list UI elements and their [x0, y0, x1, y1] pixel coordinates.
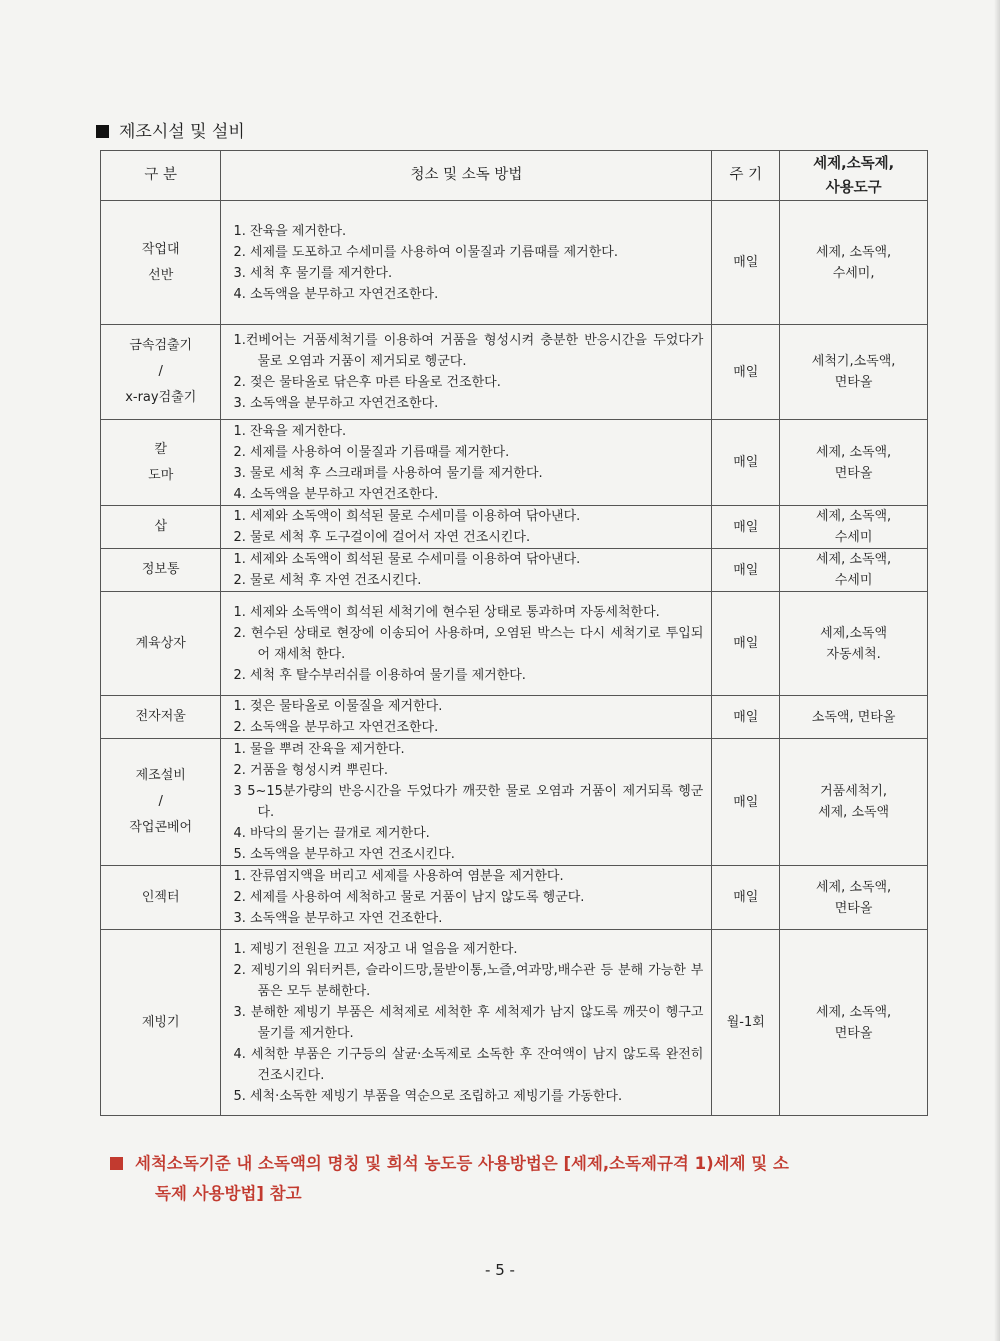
row-cycle: 매일	[712, 549, 780, 592]
tools-line: 면타올	[834, 900, 873, 916]
category-line: 작업대	[141, 241, 180, 257]
method-step: 1. 세제와 소독액이 희석된 물로 수세미를 이용하여 닦아낸다.	[233, 552, 581, 567]
row-category	[101, 739, 221, 866]
header-cycle: 주 기	[712, 151, 780, 201]
method-step: 3. 분해한 제빙기 부품은 세척제로 세척한 후 세척제가 남지 않도록 깨끗이 헹구고 물기를 제거한다.	[233, 1004, 704, 1041]
row-tools	[780, 420, 928, 506]
method-step: 1. 잔육을 제거한다.	[233, 423, 347, 439]
category-line: x-ray검출기	[125, 390, 197, 405]
method-step: 3 5~15분가량의 반응시간을 두었다가 깨끗한 물로 오염과 거품이 제거되록 헹군다.	[233, 784, 704, 820]
method-step: 3. 소독액을 분무하고 자연 건조한다.	[233, 911, 443, 926]
header-method: 청소 및 소독 방법	[221, 151, 712, 201]
table-row	[101, 930, 928, 1116]
row-cycle: 매일	[712, 696, 780, 739]
method-step: 1. 물을 뿌려 잔육을 제거한다.	[233, 742, 405, 757]
row-tools	[780, 930, 928, 1116]
method-step: 1.컨베어는 거품세척기를 이용하여 거품을 형성시켜 충분한 반응시간을 두었다가 물로 오염과 거품이 제거되로 헹군다.	[233, 333, 704, 369]
method-step: 5. 세척·소독한 제빙기 부품을 역순으로 조립하고 제빙기를 가동한다.	[233, 1088, 623, 1104]
row-tools	[780, 506, 928, 549]
row-tools	[780, 592, 928, 696]
row-method	[221, 696, 712, 739]
row-category	[101, 325, 221, 420]
row-method	[221, 420, 712, 506]
method-step: 2. 물로 세척 후 도구걸이에 걸어서 자연 건조시킨다.	[233, 530, 531, 545]
tools-line: 면타올	[834, 1025, 873, 1041]
row-method	[221, 930, 712, 1116]
method-step: 2. 세제를 사용하여 이물질과 기름때를 제거한다.	[233, 444, 510, 460]
tools-line: 면타올	[834, 465, 873, 481]
method-step: 5. 소독액을 분무하고 자연 건조시킨다.	[233, 847, 455, 862]
row-cycle: 매일	[712, 506, 780, 549]
tools-line: 세제, 소독액	[818, 805, 890, 820]
tools-line: 면타올	[834, 375, 873, 390]
category-line: 정보통	[141, 562, 180, 577]
category-line: 금속검출기	[129, 338, 193, 353]
tools-line: 수세미	[834, 573, 873, 588]
row-cycle: 월-1회	[712, 930, 780, 1116]
method-step: 2. 세제를 사용하여 세척하고 물로 거품이 남지 않도록 헹군다.	[233, 890, 585, 905]
section-title: 제조시설 및 설비	[119, 122, 245, 142]
tools-line: 자동세척.	[826, 646, 881, 662]
method-step: 1. 세제와 소독액이 희석된 물로 수세미를 이용하여 닦아낸다.	[233, 509, 581, 524]
tools-line: 수세미,	[832, 265, 875, 281]
row-cycle: 매일	[712, 201, 780, 325]
method-step: 2. 젖은 물타올로 닦은후 마른 타올로 건조한다.	[233, 375, 501, 390]
tools-line: 수세미	[834, 530, 873, 545]
table-row	[101, 420, 928, 506]
method-step: 2. 물로 세척 후 자연 건조시킨다.	[233, 573, 422, 588]
row-category	[101, 866, 221, 930]
square-bullet-icon	[110, 1157, 123, 1170]
tools-line: 세제, 소독액,	[816, 509, 892, 524]
method-step: 2. 현수된 상태로 현장에 이송되어 사용하며, 오염된 박스는 다시 세척기로 투입되어 재세척 한다.	[233, 625, 704, 662]
method-step: 4. 소독액을 분무하고 자연건조한다.	[233, 486, 439, 502]
tools-line: 세제, 소독액,	[816, 444, 892, 460]
method-step: 3. 물로 세척 후 스크래퍼를 사용하여 물기를 제거한다.	[233, 465, 543, 481]
category-line: 계육상자	[135, 635, 186, 651]
category-line: 칼	[154, 441, 167, 457]
category-line: /	[158, 794, 163, 809]
row-cycle: 매일	[712, 592, 780, 696]
category-line: 작업콘베어	[129, 820, 193, 835]
method-step: 3. 소독액을 분무하고 자연건조한다.	[233, 396, 439, 411]
row-category	[101, 930, 221, 1116]
section-heading	[96, 117, 245, 142]
row-method	[221, 866, 712, 930]
category-line: 인젝터	[141, 889, 180, 905]
tools-line: 세제, 소독액,	[816, 244, 892, 260]
row-cycle: 매일	[712, 325, 780, 420]
category-line: /	[158, 364, 163, 379]
method-step: 2. 세척 후 탈수부러쉬를 이용하여 물기를 제거한다.	[233, 667, 526, 683]
table-header-row	[101, 151, 928, 201]
table-row	[101, 866, 928, 930]
table-row	[101, 739, 928, 866]
row-tools	[780, 739, 928, 866]
row-category	[101, 420, 221, 506]
header-tools-line1: 세제,소독제,	[813, 155, 895, 172]
method-step: 1. 세제와 소독액이 희석된 세척기에 현수된 상태로 통과하며 자동세척한다.	[233, 604, 660, 620]
table-row	[101, 696, 928, 739]
method-step: 1. 잔류염지액을 버리고 세제를 사용하여 염분을 제거한다.	[233, 869, 564, 884]
header-tools	[780, 151, 928, 201]
tools-line: 세제, 소독액,	[816, 879, 892, 895]
method-step: 3. 세척 후 물기를 제거한다.	[233, 265, 393, 281]
tools-line: 세제, 소독액,	[816, 1004, 892, 1020]
row-tools	[780, 696, 928, 739]
row-method	[221, 549, 712, 592]
row-tools	[780, 866, 928, 930]
row-tools	[780, 201, 928, 325]
tools-line: 세척기,소독액,	[811, 354, 896, 369]
row-cycle: 매일	[712, 739, 780, 866]
category-line: 전자저울	[135, 709, 186, 724]
row-category	[101, 696, 221, 739]
category-line: 제빙기	[141, 1014, 180, 1030]
row-tools	[780, 325, 928, 420]
method-step: 1. 제빙기 전원을 끄고 저장고 내 얼음을 제거한다.	[233, 941, 518, 957]
method-step: 2. 세제를 도포하고 수세미를 사용하여 이물질과 기름때를 제거한다.	[233, 244, 618, 260]
category-line: 선반	[148, 267, 174, 283]
row-category	[101, 592, 221, 696]
method-step: 1. 젖은 물타올로 이물질을 제거한다.	[233, 699, 443, 714]
reference-note	[110, 1149, 940, 1209]
tools-line: 소독액, 면타올	[811, 709, 896, 725]
row-method	[221, 201, 712, 325]
header-category: 구 분	[101, 151, 221, 201]
row-category	[101, 506, 221, 549]
method-step: 4. 소독액을 분무하고 자연건조한다.	[233, 286, 439, 302]
row-category	[101, 549, 221, 592]
row-category	[101, 201, 221, 325]
row-method	[221, 592, 712, 696]
tools-line: 거품세척기,	[820, 784, 888, 799]
header-tools-line2: 사용도구	[825, 179, 882, 196]
table-row	[101, 325, 928, 420]
tools-line: 세제,소독액	[820, 625, 888, 641]
method-step: 2. 제빙기의 워터커튼, 슬라이드망,물받이통,노즐,여과망,배수관 등 분해 가능한 부품은 모두 분해한다.	[233, 962, 704, 999]
table-body	[101, 201, 928, 1116]
row-cycle: 매일	[712, 866, 780, 930]
method-step: 1. 잔육을 제거한다.	[233, 223, 347, 239]
page-number: - 5 -	[485, 1261, 515, 1279]
table-row	[101, 592, 928, 696]
row-cycle: 매일	[712, 420, 780, 506]
category-line: 삽	[154, 519, 167, 534]
row-method	[221, 506, 712, 549]
method-step: 2. 거품을 형성시켜 뿌린다.	[233, 763, 388, 778]
method-step: 4. 세척한 부품은 기구등의 살균·소독제로 소독한 후 잔여액이 남지 않도록 완전히 건조시킨다.	[233, 1046, 704, 1083]
note-line2: 독제 사용방법] 참고	[155, 1184, 302, 1203]
row-tools	[780, 549, 928, 592]
cleaning-table-wrapper	[100, 150, 928, 1116]
category-line: 제조설비	[135, 768, 186, 783]
square-bullet-icon	[96, 125, 109, 138]
method-step: 2. 소독액을 분무하고 자연건조한다.	[233, 720, 439, 735]
scan-edge-shadow	[994, 0, 1000, 1341]
table-row	[101, 549, 928, 592]
note-line1: 세척소독기준 내 소독액의 명칭 및 희석 농도등 사용방법은 [세제,소독제규격 1)세제 및 소	[135, 1154, 789, 1173]
row-method	[221, 739, 712, 866]
tools-line: 세제, 소독액,	[816, 552, 892, 567]
table-row	[101, 506, 928, 549]
category-line: 도마	[148, 467, 174, 483]
method-step: 4. 바닥의 물기는 끌개로 제거한다.	[233, 826, 430, 841]
cleaning-table	[100, 150, 928, 1116]
table-row	[101, 201, 928, 325]
row-method	[221, 325, 712, 420]
